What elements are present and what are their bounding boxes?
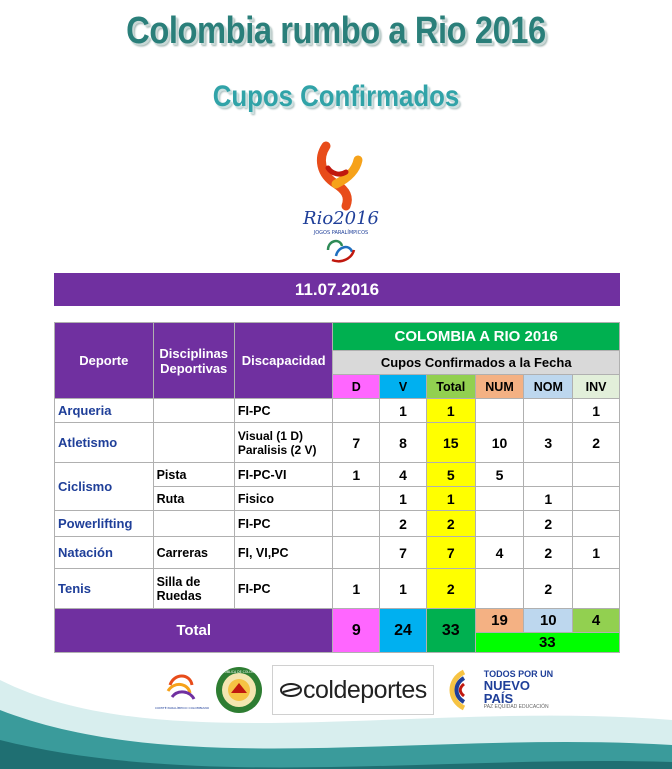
sport-cell: Tenis [55,569,154,609]
header-discapacidad: Discapacidad [234,323,333,399]
discipline-cell: Silla de Ruedas [153,569,234,609]
v-cell: 7 [380,537,427,569]
comite-paralimpico-label: COMITÉ PARALÍMPICO COLOMBIANO [154,706,210,710]
table-row [55,569,620,609]
nom-cell: 2 [524,511,573,537]
tpn-line1: TODOS POR UN [483,669,554,679]
date-bar: 11.07.2016 [54,273,620,306]
v-cell: 2 [380,511,427,537]
inv-cell [573,463,620,487]
coldeportes-swoosh-icon [279,682,303,698]
grand-total: 33 [475,633,619,653]
total-num: 19 [475,609,524,633]
d-cell [333,399,380,423]
nom-cell [524,399,573,423]
table-row [55,463,620,487]
table-row [55,423,620,463]
total-total: 33 [426,609,475,653]
total-label: Total [55,609,333,653]
subheader-total: Total [426,375,475,399]
discipline-cell [153,511,234,537]
num-cell: 5 [475,463,524,487]
num-cell: 10 [475,423,524,463]
num-cell: 4 [475,537,524,569]
v-cell: 1 [380,399,427,423]
discipline-cell: Ruta [153,487,234,511]
total-inv: 4 [573,609,620,633]
inv-cell: 2 [573,423,620,463]
total-nom: 10 [524,609,573,633]
inv-cell [573,487,620,511]
total-cell: 2 [426,569,475,609]
disability-cell: FI-PC-VI [234,463,333,487]
tpn-line2: NUEVO PAÍS [483,678,530,706]
nom-cell: 3 [524,423,573,463]
discipline-cell [153,399,234,423]
total-cell: 15 [426,423,475,463]
disability-cell: Fisico [234,487,333,511]
rio2016-logo [296,140,386,268]
d-cell: 1 [333,463,380,487]
todos-por-un-nuevo-pais-icon [444,668,470,712]
v-cell: 1 [380,487,427,511]
d-cell [333,511,380,537]
num-cell [475,569,524,609]
total-cell: 1 [426,399,475,423]
colombia-seal-label: REPÚBLICA DE COLOMBIA [218,670,260,674]
v-cell: 4 [380,463,427,487]
d-cell [333,487,380,511]
discipline-cell [153,423,234,463]
total-cell: 1 [426,487,475,511]
discipline-cell: Carreras [153,537,234,569]
rio2016-wordmark: Rio2016 [303,208,379,229]
num-cell [475,399,524,423]
table-row [55,399,620,423]
sport-cell: Ciclismo [55,463,154,511]
inv-cell: 1 [573,399,620,423]
v-cell: 8 [380,423,427,463]
d-cell: 7 [333,423,380,463]
inv-cell [573,569,620,609]
num-cell [475,511,524,537]
v-cell: 1 [380,569,427,609]
subheader-num: NUM [475,375,524,399]
inv-cell [573,511,620,537]
nom-cell [524,463,573,487]
page-title: Colombia rumbo a Rio 2016 [126,10,546,52]
table-row [55,511,620,537]
sport-cell: Atletismo [55,423,154,463]
group-title: COLOMBIA A RIO 2016 [333,323,620,351]
coldeportes-logo [272,665,434,715]
page-subtitle: Cupos Confirmados [212,80,460,113]
d-cell [333,537,380,569]
coldeportes-wordmark: coldeportes [303,675,427,704]
rio2016-caption: JOGOS PARALÍMPICOS [313,230,369,236]
nom-cell: 2 [524,569,573,609]
discipline-cell: Pista [153,463,234,487]
disability-cell: FI-PC [234,511,333,537]
subheader-nom: NOM [524,375,573,399]
todos-por-un-nuevo-pais-logo [484,670,560,710]
table-row [55,537,620,569]
subheader-v: V [380,375,427,399]
colombia-seal-logo [214,665,264,715]
d-cell: 1 [333,569,380,609]
nom-cell: 2 [524,537,573,569]
comite-paralimpico-logo [154,665,210,715]
total-cell: 5 [426,463,475,487]
sport-cell: Arqueria [55,399,154,423]
total-v: 24 [380,609,427,653]
sport-cell: Powerlifting [55,511,154,537]
total-d: 9 [333,609,380,653]
totals-row [55,609,620,633]
cupos-table [54,322,620,653]
total-cell: 7 [426,537,475,569]
group-subtitle: Cupos Confirmados a la Fecha [333,351,620,375]
disability-cell: Visual (1 D) Paralisis (2 V) [234,423,333,463]
sport-cell: Natación [55,537,154,569]
inv-cell: 1 [573,537,620,569]
disability-cell: FI-PC [234,399,333,423]
sponsor-logos [154,660,560,720]
nom-cell: 1 [524,487,573,511]
disability-cell: FI, VI,PC [234,537,333,569]
num-cell [475,487,524,511]
subheader-d: D [333,375,380,399]
subheader-inv: INV [573,375,620,399]
total-cell: 2 [426,511,475,537]
header-disciplinas: Disciplinas Deportivas [153,323,234,399]
tpn-line3: PAZ EQUIDAD EDUCACIÓN [483,704,549,710]
header-deporte: Deporte [55,323,154,399]
disability-cell: FI-PC [234,569,333,609]
